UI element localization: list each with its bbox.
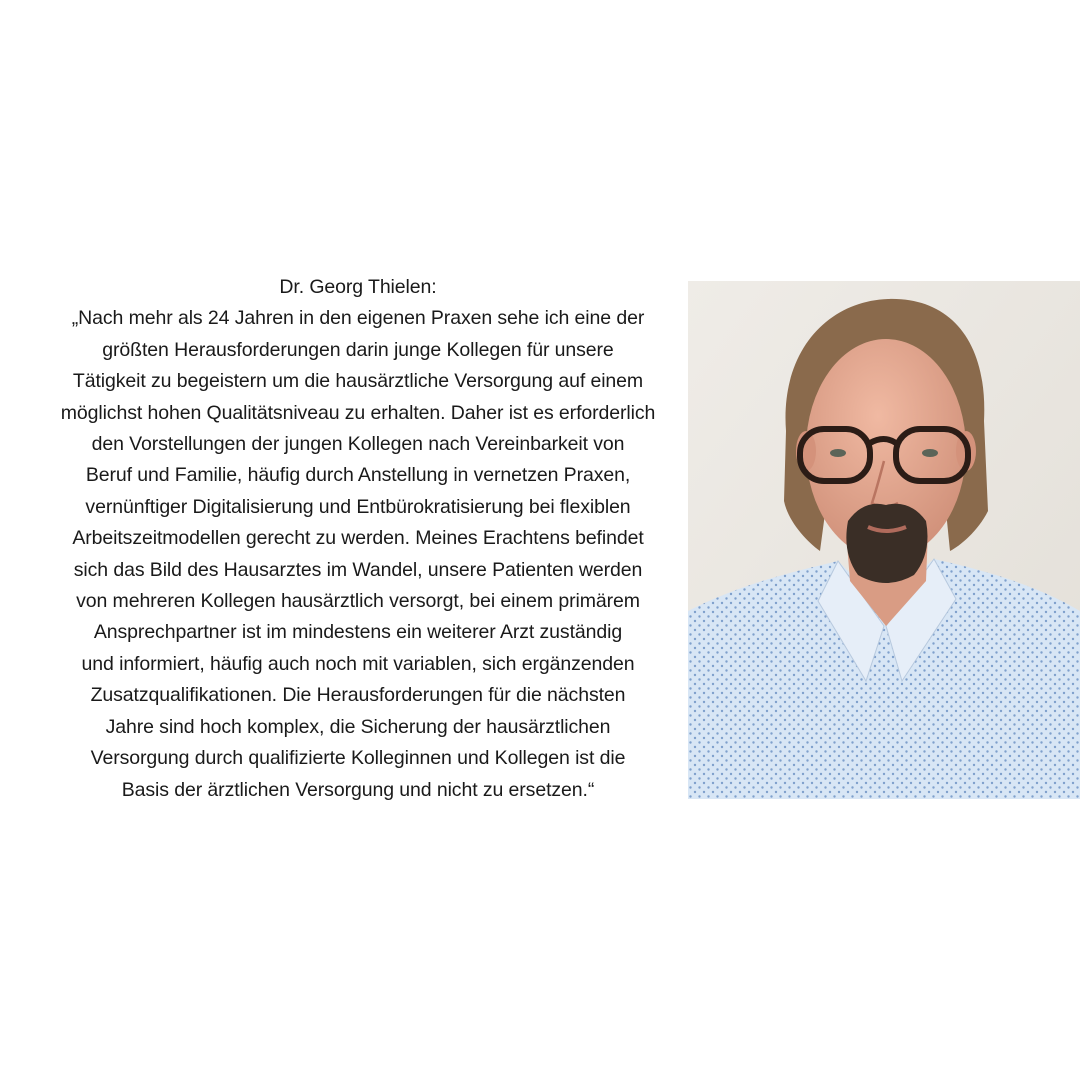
quote-line: Jahre sind hoch komplex, die Sicherung der hausärztlichen: [105, 715, 611, 738]
quote-line: Versorgung durch qualifizierte Kolleginnen und Kollegen ist die: [90, 747, 626, 770]
quote-line: sich das Bild des Hausarztes im Wandel, unsere Patienten werden: [73, 558, 643, 581]
quote-line: Ansprechpartner ist im mindestens ein weiterer Arzt zuständig: [93, 621, 623, 644]
quote-line: größten Herausforderungen darin junge Kollegen für unsere: [102, 338, 614, 361]
portrait-illustration: [688, 281, 1080, 799]
quote-line: Zusatzqualifikationen. Die Herausforderungen für die nächsten: [90, 684, 626, 707]
quote-author: Dr. Georg Thielen:: [279, 276, 437, 298]
quote-line: und informiert, häufig auch noch mit variablen, sich ergänzenden: [81, 652, 635, 675]
quote-line: vernünftiger Digitalisierung und Entbürokratisierung bei flexiblen: [85, 495, 631, 518]
quote-line: von mehreren Kollegen hausärztlich versorgt, bei einem primärem: [76, 590, 640, 613]
beard: [846, 504, 927, 583]
quote-block: [30, 272, 686, 806]
portrait-photo: [688, 281, 1080, 799]
eye-left: [830, 449, 846, 457]
quote-line: Beruf und Familie, häufig durch Anstellung in vernetzen Praxen,: [85, 464, 631, 487]
quote-line: „Nach mehr als 24 Jahren in den eigenen Praxen sehe ich eine der: [71, 307, 645, 330]
quote-line: Tätigkeit zu begeistern um die hausärztliche Versorgung auf einem: [72, 370, 644, 393]
quote-line: Arbeitszeitmodellen gerecht zu werden. Meines Erachtens befindet: [72, 527, 644, 550]
quote-line: den Vorstellungen der jungen Kollegen nach Vereinbarkeit von: [91, 433, 625, 456]
quote-line: möglichst hohen Qualitätsniveau zu erhalten. Daher ist es erforderlich: [60, 401, 656, 424]
quote-line: Basis der ärztlichen Versorgung und nicht zu ersetzen.“: [121, 778, 595, 801]
eye-right: [922, 449, 938, 457]
